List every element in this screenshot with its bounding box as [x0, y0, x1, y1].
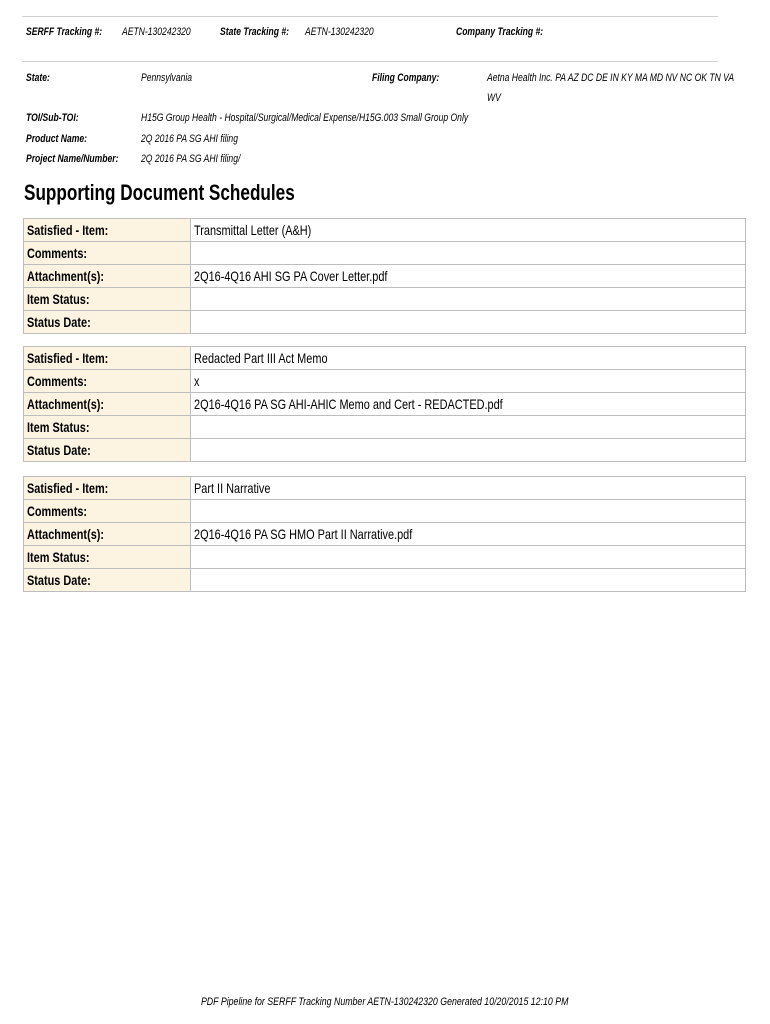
section-title: Supporting Document Schedules	[24, 180, 295, 205]
page-footer: PDF Pipeline for SERFF Tracking Number AETN-130242320 Generated 10/20/2015 12:10 PM	[201, 996, 569, 1008]
filing-company-value: Aetna Health Inc. PA AZ DC DE IN KY MA MD NV NC OK TN VA	[487, 72, 735, 84]
schedule-row-satisfied	[24, 477, 746, 500]
filing-company-label: Filing Company:	[372, 72, 440, 84]
satisfied-label: Satisfied - Item:	[24, 477, 191, 500]
filing-company-value-cont: WV	[487, 92, 501, 104]
item-status-value	[191, 416, 746, 439]
serff-tracking-value: AETN-130242320	[122, 26, 191, 38]
schedule-row-comments	[24, 370, 746, 393]
item-status-value	[191, 288, 746, 311]
comments-label: Comments:	[24, 370, 191, 393]
status-date-value	[191, 439, 746, 462]
attachment-link[interactable]: 2Q16-4Q16 PA SG HMO Part II Narrative.pdf	[191, 523, 746, 546]
serff-tracking-label: SERFF Tracking #:	[26, 26, 103, 38]
comments-value	[191, 500, 746, 523]
header-rule	[22, 61, 718, 62]
satisfied-label: Satisfied - Item:	[24, 219, 191, 242]
comments-value: x	[191, 370, 746, 393]
comments-label: Comments:	[24, 500, 191, 523]
toi-value: H15G Group Health - Hospital/Surgical/Medical Expense/H15G.003 Small Group Only	[141, 112, 469, 124]
schedule-row-attachments	[24, 265, 746, 288]
schedule-row-attachments	[24, 393, 746, 416]
state-value: Pennsylvania	[141, 72, 193, 84]
schedule-table-3	[23, 476, 746, 592]
attachment-link[interactable]: 2Q16-4Q16 PA SG AHI-AHIC Memo and Cert - REDACTED.pdf	[191, 393, 746, 416]
toi-label: TOI/Sub-TOI:	[26, 112, 79, 124]
schedule-row-status-date	[24, 311, 746, 334]
schedule-row-status-date	[24, 569, 746, 592]
schedule-row-item-status	[24, 288, 746, 311]
item-status-value	[191, 546, 746, 569]
top-rule	[22, 16, 718, 17]
schedule-row-item-status	[24, 416, 746, 439]
status-date-label: Status Date:	[24, 439, 191, 462]
satisfied-item-value: Redacted Part III Act Memo	[191, 347, 746, 370]
item-status-label: Item Status:	[24, 546, 191, 569]
attachments-label: Attachment(s):	[24, 265, 191, 288]
comments-label: Comments:	[24, 242, 191, 265]
item-status-label: Item Status:	[24, 288, 191, 311]
status-date-label: Status Date:	[24, 569, 191, 592]
company-tracking-label: Company Tracking #:	[456, 26, 544, 38]
schedule-row-attachments	[24, 523, 746, 546]
schedule-row-satisfied	[24, 347, 746, 370]
schedule-table-2	[23, 346, 746, 462]
attachments-label: Attachment(s):	[24, 393, 191, 416]
schedule-row-item-status	[24, 546, 746, 569]
state-tracking-value: AETN-130242320	[305, 26, 374, 38]
status-date-value	[191, 569, 746, 592]
attachments-label: Attachment(s):	[24, 523, 191, 546]
schedule-row-satisfied	[24, 219, 746, 242]
schedule-table-1	[23, 218, 746, 334]
comments-value	[191, 242, 746, 265]
schedule-row-status-date	[24, 439, 746, 462]
status-date-value	[191, 311, 746, 334]
schedule-row-comments	[24, 500, 746, 523]
schedule-row-comments	[24, 242, 746, 265]
project-name-label: Project Name/Number:	[26, 153, 119, 165]
status-date-label: Status Date:	[24, 311, 191, 334]
satisfied-item-value: Transmittal Letter (A&H)	[191, 219, 746, 242]
satisfied-item-value: Part II Narrative	[191, 477, 746, 500]
item-status-label: Item Status:	[24, 416, 191, 439]
state-label: State:	[26, 72, 50, 84]
attachment-link[interactable]: 2Q16-4Q16 AHI SG PA Cover Letter.pdf	[191, 265, 746, 288]
product-name-value: 2Q 2016 PA SG AHI filing	[141, 133, 238, 145]
project-name-value: 2Q 2016 PA SG AHI filing/	[141, 153, 241, 165]
product-name-label: Product Name:	[26, 133, 88, 145]
satisfied-label: Satisfied - Item:	[24, 347, 191, 370]
state-tracking-label: State Tracking #:	[220, 26, 289, 38]
